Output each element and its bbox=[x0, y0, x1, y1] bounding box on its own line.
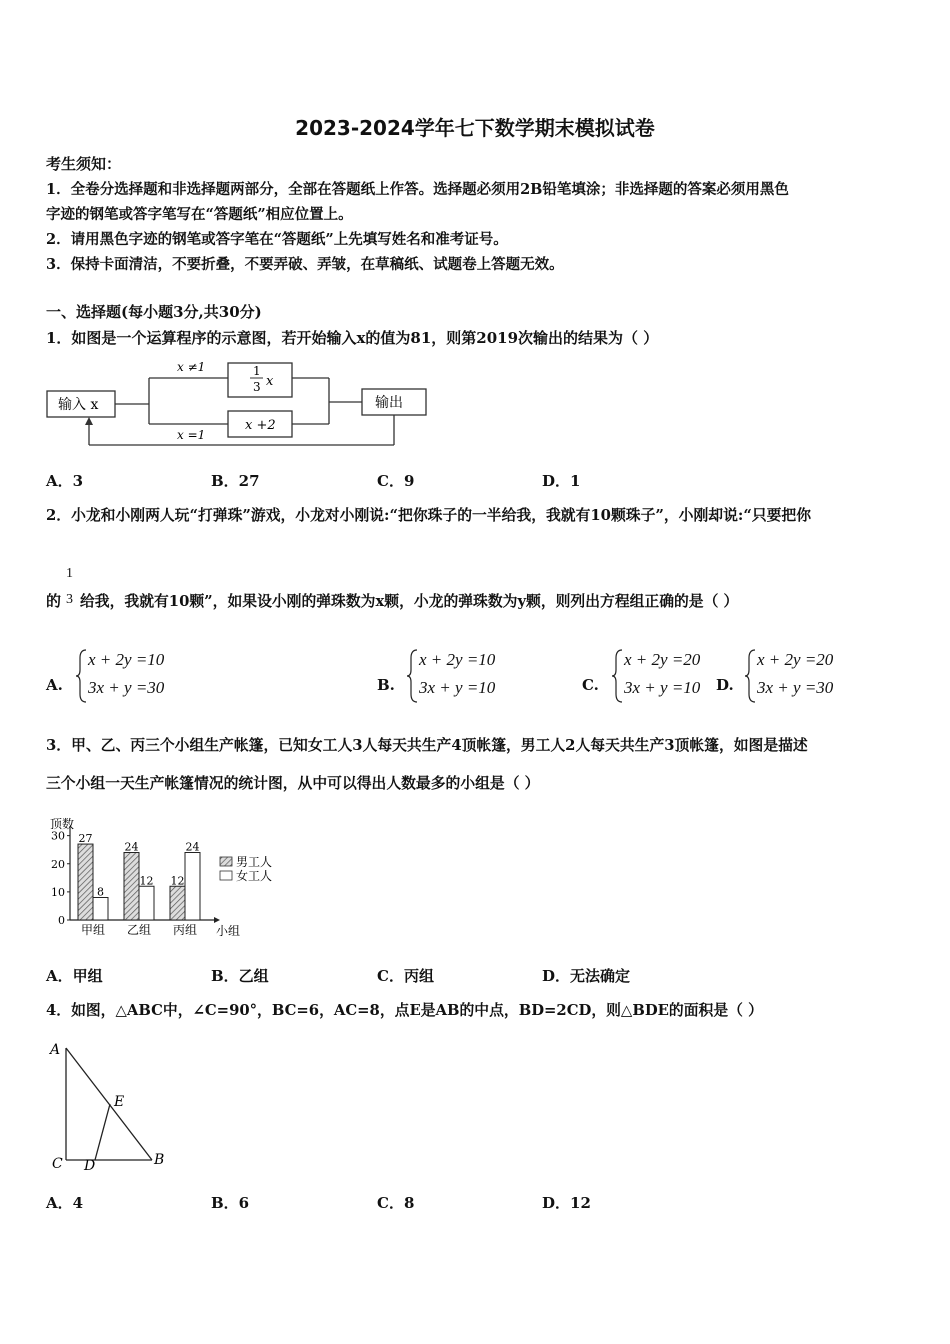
op-top-var: x bbox=[266, 374, 274, 389]
notice-heading: 考生须知： bbox=[46, 155, 122, 173]
x-axis-title: 小组 bbox=[216, 924, 241, 938]
q4-option-d[interactable]: D．12 bbox=[542, 1194, 591, 1212]
q2-option-b-system[interactable] bbox=[407, 648, 517, 704]
cond-top-label: x ≠1 bbox=[177, 360, 206, 374]
q2-option-d-label[interactable]: D. bbox=[716, 676, 734, 694]
label-c: C bbox=[52, 1156, 63, 1172]
op-top-num: 1 bbox=[253, 364, 261, 378]
q1-option-d[interactable]: D．1 bbox=[542, 472, 581, 490]
q1-option-b[interactable]: B．27 bbox=[211, 472, 260, 490]
y-tick-label: 0 bbox=[58, 914, 65, 927]
q3-option-d[interactable]: D．无法确定 bbox=[542, 967, 631, 985]
label-e: E bbox=[114, 1094, 125, 1110]
equation-1: x + 2y =10 bbox=[88, 650, 165, 669]
q2-option-c-label[interactable]: C. bbox=[582, 676, 599, 694]
data-label: 24 bbox=[124, 840, 139, 854]
notice-line-2: 2．请用黑色字迹的钢笔或答字笔在“答题纸”上先填写姓名和准考证号。 bbox=[46, 231, 508, 248]
flowchart-diagram bbox=[44, 355, 444, 455]
label-d: D bbox=[84, 1158, 96, 1174]
bar-male bbox=[170, 886, 185, 920]
cond-bottom-label: x =1 bbox=[177, 428, 206, 442]
q1-option-a[interactable]: A．3 bbox=[46, 472, 84, 490]
data-label: 27 bbox=[78, 832, 93, 846]
q2-option-a-label[interactable]: A. bbox=[46, 676, 63, 694]
legend-male: 男工人 bbox=[236, 855, 273, 869]
y-axis-title: 顶数 bbox=[50, 817, 75, 831]
legend-swatch-male bbox=[220, 857, 232, 866]
y-tick-label: 20 bbox=[51, 857, 65, 871]
bar-female bbox=[185, 853, 200, 921]
question-2-prefix: 的 bbox=[46, 592, 62, 610]
question-2-text-2: 给我，我就有10颗”，如果设小刚的弹珠数为x颗，小龙的弹珠数为y颗，则列出方程组正确的是（ ） bbox=[80, 593, 739, 610]
legend-swatch-female bbox=[220, 871, 232, 880]
q2-option-a-system[interactable] bbox=[76, 648, 186, 704]
equation-1: x + 2y =20 bbox=[624, 650, 701, 669]
equation-2: 3x + y =30 bbox=[88, 678, 165, 697]
triangle-diagram bbox=[44, 1038, 184, 1178]
data-label: 12 bbox=[170, 874, 185, 888]
q4-option-b[interactable]: B．6 bbox=[211, 1194, 250, 1212]
q3-option-a[interactable]: A．甲组 bbox=[46, 967, 103, 985]
data-label: 12 bbox=[139, 874, 154, 888]
notice-line-1: 1．全卷分选择题和非选择题两部分，全部在答题纸上作答。选择题必须用2B铅笔填涂；非选择题的答案必须用黑色 bbox=[46, 181, 789, 198]
q4-option-c[interactable]: C．8 bbox=[377, 1194, 415, 1212]
op-bottom-label: x +2 bbox=[245, 418, 276, 433]
q3-option-b[interactable]: B．乙组 bbox=[211, 967, 269, 985]
label-b: B bbox=[154, 1152, 165, 1168]
q3-option-c[interactable]: C．丙组 bbox=[377, 967, 434, 985]
category-label: 甲组 bbox=[80, 923, 106, 937]
data-label: 8 bbox=[97, 885, 104, 899]
section-heading: 一、选择题(每小题3分,共30分) bbox=[46, 303, 262, 321]
input-label: 输入 x bbox=[58, 397, 99, 413]
question-1-text: 1．如图是一个运算程序的示意图，若开始输入x的值为81，则第2019次输出的结果为（ ） bbox=[46, 329, 659, 347]
category-label: 乙组 bbox=[126, 923, 152, 937]
op-top-den: 3 bbox=[253, 380, 261, 394]
equation-2: 3x + y =10 bbox=[419, 678, 496, 697]
question-3-text-1: 3．甲、乙、丙三个小组生产帐篷，已知女工人3人每天共生产4顶帐篷，男工人2人每天共生产3顶帐篷，如图是描述 bbox=[46, 737, 808, 754]
bar-female bbox=[139, 886, 154, 920]
q1-option-c[interactable]: C．9 bbox=[377, 472, 415, 490]
side-ab bbox=[66, 1048, 152, 1160]
q2-option-d-system[interactable] bbox=[745, 648, 855, 704]
legend-female: 女工人 bbox=[236, 869, 273, 883]
bar-male bbox=[78, 844, 93, 920]
equation-1: x + 2y =10 bbox=[419, 650, 496, 669]
output-label: 输出 bbox=[375, 395, 403, 411]
category-label: 丙组 bbox=[172, 923, 198, 937]
q2-option-c-system[interactable] bbox=[612, 648, 716, 704]
y-tick-label: 30 bbox=[51, 829, 65, 843]
y-tick-label: 10 bbox=[51, 885, 65, 899]
equation-2: 3x + y =10 bbox=[624, 678, 701, 697]
segment-de bbox=[95, 1104, 110, 1160]
question-3-text-2: 三个小组一天生产帐篷情况的统计图，从中可以得出人数最多的小组是（ ） bbox=[46, 775, 540, 792]
bar-female bbox=[93, 898, 108, 921]
data-label: 24 bbox=[185, 840, 200, 854]
fraction-denominator: 3 bbox=[66, 592, 73, 607]
q4-option-a[interactable]: A．4 bbox=[46, 1194, 84, 1212]
x-axis-arrow bbox=[214, 917, 220, 923]
equation-1: x + 2y =20 bbox=[757, 650, 834, 669]
notice-line-3: 3．保持卡面清洁，不要折叠，不要弄破、弄皱，在草稿纸、试题卷上答题无效。 bbox=[46, 256, 564, 273]
bar-chart bbox=[44, 814, 294, 942]
fraction-numerator: 1 bbox=[66, 566, 73, 581]
bar-male bbox=[124, 853, 139, 921]
notice-line-1b: 字迹的钢笔或答字笔写在“答题纸”相应位置上。 bbox=[46, 206, 353, 223]
equation-2: 3x + y =30 bbox=[757, 678, 834, 697]
label-a: A bbox=[50, 1042, 61, 1058]
question-2-text: 2．小龙和小刚两人玩“打弹珠”游戏，小龙对小刚说:“把你珠子的一半给我，我就有10颗珠子”，小刚却说:“只要把你 bbox=[46, 507, 812, 524]
q2-option-b-label[interactable]: B. bbox=[377, 676, 395, 694]
question-4-text: 4．如图，△ABC中，∠C=90°，BC=6，AC=8，点E是AB的中点，BD=2CD，则△BDE的面积是（ ） bbox=[46, 1002, 763, 1019]
page-title: 2023-2024学年七下数学期末模拟试卷 bbox=[295, 116, 655, 140]
